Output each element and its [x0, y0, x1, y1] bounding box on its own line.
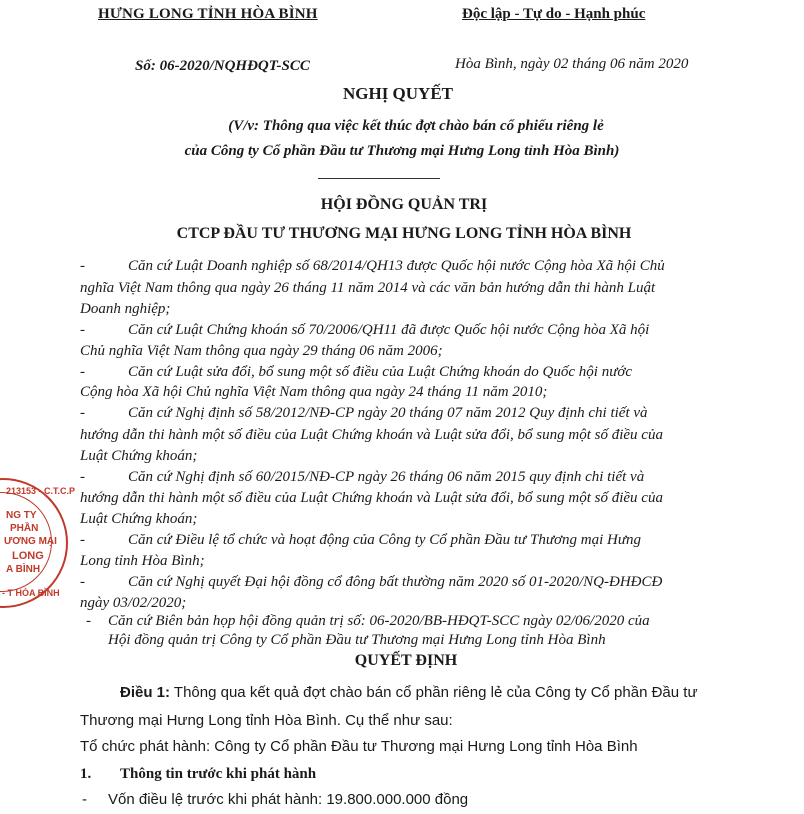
list-dash: -: [80, 364, 85, 380]
document-date: Hòa Bình, ngày 02 tháng 06 năm 2020: [455, 56, 689, 72]
subtitle-line-1: (V/v: Thông qua việc kết thúc đợt chào bán cổ phiếu riêng lẻ: [228, 118, 604, 134]
basis-line: hướng dẫn thi hành một số điều của Luật Chứng khoán và Luật sửa đổi, bổ sung một số điều của: [80, 490, 663, 506]
basis-line: Luật Chứng khoán;: [80, 511, 198, 527]
basis-line: hướng dẫn thi hành một số điều của Luật Chứng khoán và Luật sửa đổi, bổ sung một số điều của: [80, 427, 663, 443]
basis-line: Luật Chứng khoán;: [80, 448, 198, 464]
title-divider: [318, 178, 440, 179]
decision-heading: QUYẾT ĐỊNH: [354, 652, 458, 669]
article-1-line-2: Thương mại Hưng Long tỉnh Hòa Bình. Cụ thể như sau:: [80, 712, 453, 729]
basis-line: Căn cứ Nghị quyết Đại hội đồng cổ đông bất thường năm 2020 số 01-2020/NQ-ĐHĐCĐ: [128, 574, 663, 590]
basis-line: nghĩa Việt Nam thông qua ngày 26 tháng 11 năm 2014 và các văn bản hướng dẫn thi hành Luật: [80, 280, 656, 296]
company-header: HƯNG LONG TỈNH HÒA BÌNH: [98, 6, 318, 22]
list-dash: -: [80, 532, 85, 548]
document-title: NGHỊ QUYẾT: [342, 84, 454, 103]
company-heading: CTCP ĐẦU TƯ THƯƠNG MẠI HƯNG LONG TỈNH HÒA BÌNH: [176, 225, 632, 242]
charter-capital-line: Vốn điều lệ trước khi phát hành: 19.800.000.000 đồng: [108, 791, 469, 808]
list-dash: -: [80, 405, 85, 421]
list-dash: -: [86, 613, 91, 629]
basis-line: Long tỉnh Hòa Bình;: [80, 553, 205, 569]
list-dash: -: [82, 791, 87, 808]
basis-line: Căn cứ Luật Chứng khoán số 70/2006/QH11 đã được Quốc hội nước Cộng hòa Xã hội: [128, 322, 650, 338]
section-1-number: 1.: [80, 766, 92, 782]
subtitle-line-2: của Công ty Cổ phần Đầu tư Thương mại Hưng Long tỉnh Hòa Bình): [184, 143, 620, 159]
basis-line: Căn cứ Luật sửa đổi, bổ sung một số điều của Luật Chứng khoán do Quốc hội nước: [128, 364, 633, 380]
seal-text: A BÌNH: [6, 564, 41, 575]
list-dash: -: [80, 469, 85, 485]
section-1-title: Thông tin trước khi phát hành: [120, 766, 317, 782]
basis-line: Hội đồng quản trị Công ty Cổ phần Đầu tư Thương mại Hưng Long tỉnh Hòa Bình: [108, 632, 606, 648]
basis-line: Căn cứ Nghị định số 58/2012/NĐ-CP ngày 20 tháng 07 năm 2012 Quy định chi tiết và: [128, 405, 648, 421]
list-dash: -: [80, 258, 85, 274]
basis-line: ngày 03/02/2020;: [80, 595, 187, 611]
document-number: Số: 06-2020/NQHĐQT-SCC: [135, 58, 310, 74]
basis-line: Cộng hòa Xã hội Chủ nghĩa Việt Nam thông qua ngày 24 tháng 11 năm 2010;: [80, 384, 548, 400]
basis-line: Doanh nghiệp;: [80, 301, 171, 317]
national-motto: Độc lập - Tự do - Hạnh phúc: [462, 6, 646, 22]
article-1-line-1: [120, 684, 698, 701]
seal-text: NG TY: [6, 510, 37, 521]
seal-ring-text: - T HÒA BÌNH: [2, 588, 60, 598]
company-seal: [0, 478, 76, 608]
basis-line: Căn cứ Biên bản họp hội đồng quản trị số: 06-2020/BB-HĐQT-SCC ngày 02/06/2020 của: [108, 613, 650, 629]
list-dash: -: [80, 574, 85, 590]
board-heading: HỘI ĐỒNG QUẢN TRỊ: [320, 196, 488, 213]
seal-text: LONG: [12, 550, 44, 562]
basis-line: Căn cứ Luật Doanh nghiệp số 68/2014/QH13 được Quốc hội nước Cộng hòa Xã hội Chủ: [128, 258, 665, 274]
article-1-text: Thông qua kết quả đợt chào bán cổ phần riêng lẻ của Công ty Cổ phần Đầu tư: [173, 684, 698, 701]
list-dash: -: [80, 322, 85, 338]
basis-line: Căn cứ Nghị định số 60/2015/NĐ-CP ngày 26 tháng 06 năm 2015 quy định chi tiết và: [128, 469, 645, 485]
article-1-label: Điều 1:: [120, 684, 171, 701]
seal-text: PHẦN: [10, 523, 39, 534]
basis-line: Chủ nghĩa Việt Nam thông qua ngày 29 tháng 06 năm 2006;: [80, 343, 443, 359]
issuer-line: Tổ chức phát hành: Công ty Cổ phần Đầu tư Thương mại Hưng Long tỉnh Hòa Bình: [80, 738, 638, 755]
seal-text: ƯƠNG MẠI: [4, 536, 57, 547]
seal-ring-text: 213153 - C.T.C.P: [6, 486, 76, 496]
basis-line: Căn cứ Điều lệ tổ chức và hoạt động của Công ty Cổ phần Đầu tư Thương mại Hưng: [128, 532, 642, 548]
